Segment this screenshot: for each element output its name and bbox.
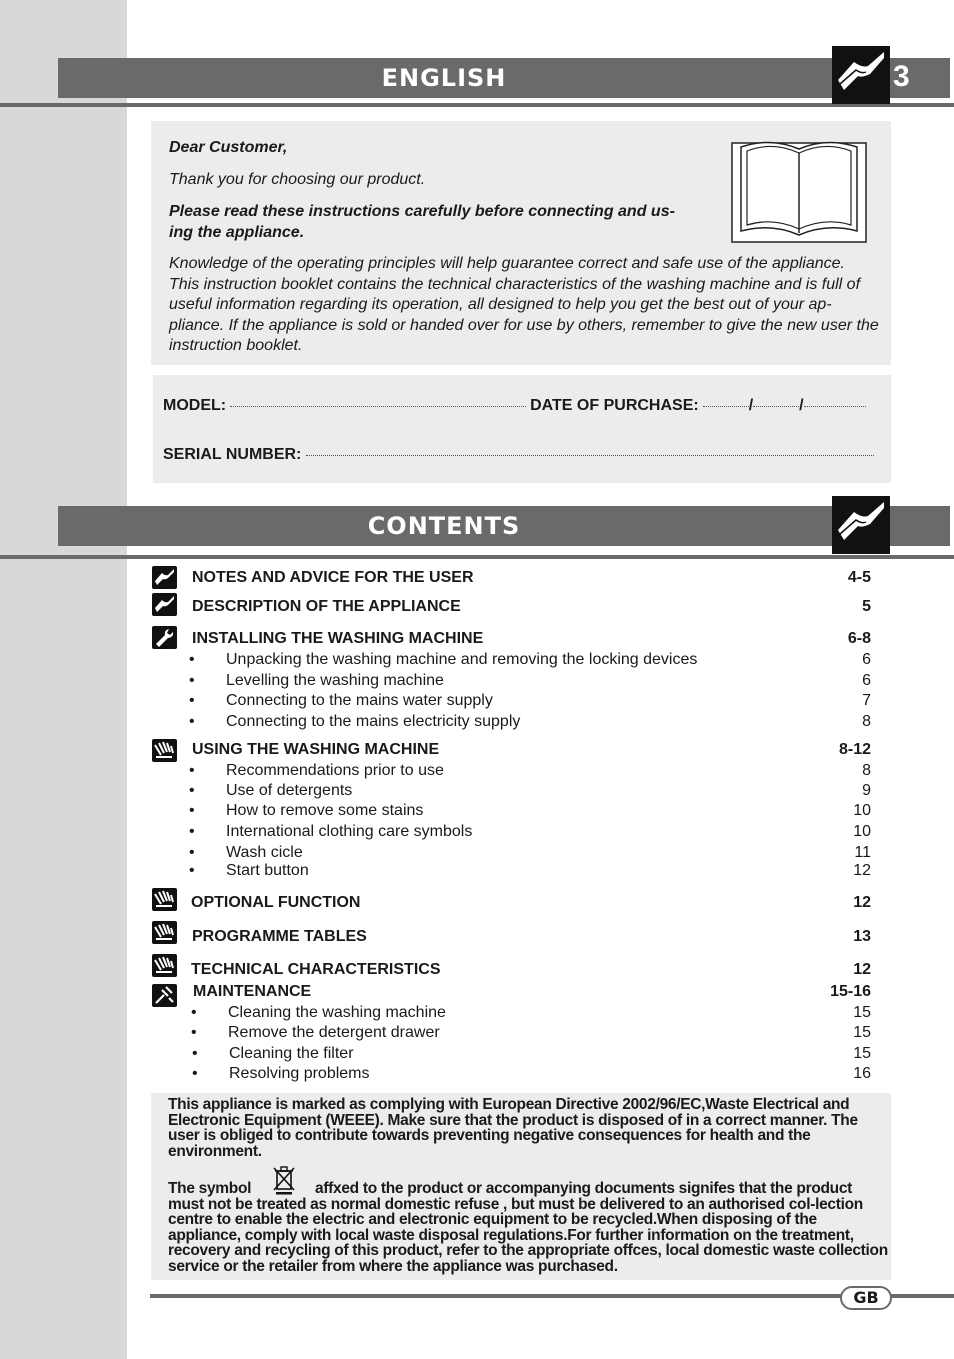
toc-item-page: 11 [854, 844, 871, 861]
toc-item-page: 9 [862, 782, 871, 799]
model-field-row: MODEL: DATE OF PURCHASE: / / [163, 397, 866, 415]
toc-section-pages: 12 [853, 894, 871, 911]
maintenance-icon [152, 984, 177, 1007]
toc-item-page: 15 [853, 1045, 871, 1062]
toc-item-page: 12 [853, 862, 871, 879]
toc-section-title: TECHNICAL CHARACTERISTICS [191, 961, 441, 978]
intro-body: Knowledge of the operating principles will help guarantee correct and safe use of the appliance. This instruction booklet contains the technical characteristics of the washing machine and is full of useful information regarding its operation, all designed to help you get the best out of your ap-pliance. If the appliance is sold or handed over for use by others, remember to give the new user the instruction booklet. [169, 255, 879, 354]
hand-icon [152, 954, 177, 977]
toc-section-pages: 5 [862, 598, 871, 615]
country-code-badge: GB [840, 1286, 892, 1310]
toc-section-pages: 15-16 [830, 983, 871, 1000]
weee-paragraph: This appliance is marked as complying with European Directive 2002/96/EC,Waste Electrical and Electronic Equipment (WEEE). Make sure that the product is disposed of in a correct manner. The user is obliged to contribute towards preventing negative consequences for health and the environment. [168, 1096, 858, 1160]
toc-section-pages: 4-5 [847, 569, 871, 586]
toc-section-title: MAINTENANCE [193, 983, 312, 1000]
toc-item-page: 6 [862, 651, 871, 668]
toc-item-page: 15 [853, 1024, 871, 1041]
toc-item-page: 16 [853, 1065, 871, 1082]
contents-title: CONTENTS [367, 512, 521, 540]
toc-section-title: OPTIONAL FUNCTION [191, 894, 361, 911]
thanks-text: Thank you for choosing our product. [169, 171, 426, 188]
toc-item-page: 10 [853, 802, 871, 819]
toc-section-title: PROGRAMME TABLES [192, 928, 367, 945]
toc-section-title: NOTES AND ADVICE FOR THE USER [192, 569, 474, 586]
serial-number-label: SERIAL NUMBER: [163, 446, 302, 463]
toc-item-page: 15 [853, 1004, 871, 1021]
greeting: Dear Customer, [169, 139, 288, 156]
wrench-icon [152, 626, 177, 649]
book-icon [152, 593, 177, 616]
toc-item-page: 6 [862, 672, 871, 689]
toc-section-pages: 6-8 [847, 630, 871, 647]
hand-icon [152, 921, 177, 944]
toc-item-page: 8 [862, 713, 871, 730]
toc-section-title: USING THE WASHING MACHINE [192, 741, 440, 758]
toc-section-pages: 13 [853, 928, 871, 945]
toc-item-page: 7 [862, 692, 871, 709]
purchase-date-label: DATE OF PURCHASE: [530, 397, 699, 414]
language-title: ENGLISH [381, 64, 507, 92]
book-icon [152, 566, 177, 589]
hand-icon [152, 739, 177, 762]
read-instructions-warning: Please read these instructions carefully before connecting and us-ing the appliance. [169, 203, 675, 241]
toc-section-pages: 12 [853, 961, 871, 978]
weee-notice-panel [151, 1093, 891, 1280]
toc-item-page: 8 [862, 762, 871, 779]
model-label: MODEL: [163, 397, 227, 414]
toc-section-pages: 8-12 [838, 741, 871, 758]
weee-symbol-prefix: The symbol [168, 1180, 252, 1197]
weee-disposal-paragraph: affxed to the product or accompanying documents signifes that the product must not be treated as normal domestic refuse , but must be delivered to an authorised col-lection centre to enable the electric and electronic equipment to be recycled.When disposing of the appliance, comply with local waste disposal regulations.For further information on the treatment, recovery and recycling of this product, refer to the appropriate offces, local domestic waste collection service or the retailer from where the appliance was purchased. [168, 1180, 888, 1275]
toc-item-page: 10 [853, 823, 871, 840]
table-of-contents: NOTES AND ADVICE FOR THE USER 4-5 DESCRIPTION OF THE APPLIANCE 5 INSTALLING THE WASHING MACHINE 6-8 • Unpacking the washing machine and removing the locking devices 6 • Levelling the washing machine 6 • Connecting to the mains water supply 7 • Connecting to the mains electricity supply 8 USING THE WASHING MACHINE 8-12 • Recommendations prior to use 8 • Use of detergents 9 • How to remove some stains 10 • International clothing care symbols 10 • Wash cicle 11 • Start button 12 OPTIONAL FUNCTION 12 PROGRAMME TABLES 13 TECHNICAL CHARACTERISTICS 12 MAINTENANCE 15-16 • Cleaning the washing machine 15 • Remove the detergent drawer 15 • Cleaning the filter 15 • Resolving problems 16 [0, 0, 954, 1359]
toc-section-title: DESCRIPTION OF THE APPLIANCE [192, 598, 461, 615]
hand-icon [152, 888, 177, 911]
toc-section-title: INSTALLING THE WASHING MACHINE [192, 630, 484, 647]
page-number: 3 [893, 60, 910, 93]
footer-rule [150, 1294, 954, 1298]
